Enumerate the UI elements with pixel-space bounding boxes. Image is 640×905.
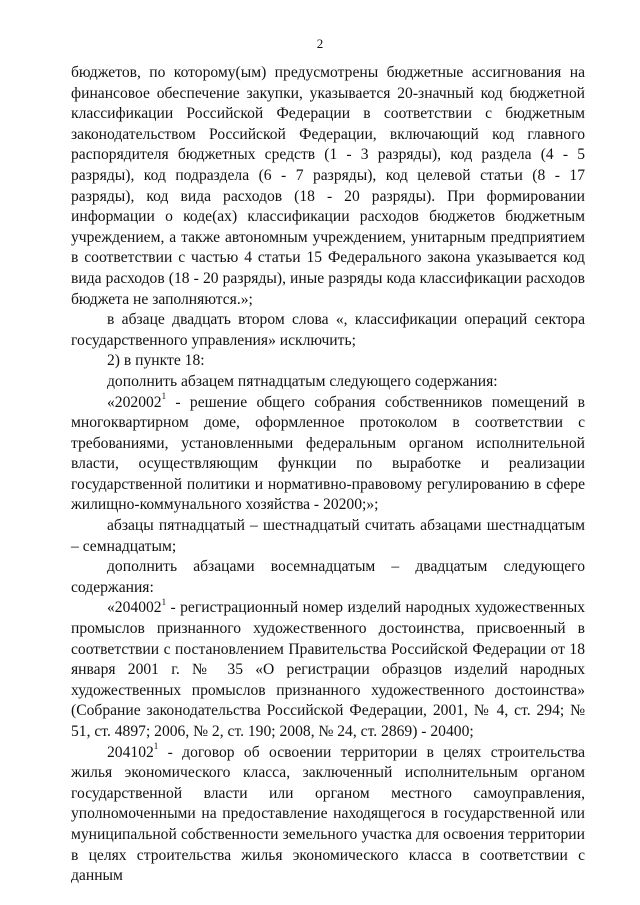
page-number: 2 — [316, 36, 324, 51]
superscript-one: 1 — [153, 741, 159, 752]
paragraph-point-18: 2) в пункте 18: — [107, 352, 205, 370]
paragraph-code-202002 — [71, 393, 585, 517]
paragraph-exclusion: в абзаце двадцать втором слова «, классификации операций сектора государственного управления» исключить; — [71, 311, 585, 349]
paragraph-code-204102 — [71, 743, 585, 887]
paragraph-renumber: абзацы пятнадцатый – шестнадцатый считать абзацами шестнадцатым – семнадцатым; — [71, 517, 585, 555]
code-204102-text: - договор об освоении территории в целях строительства жилья экономического класса, заключенный исполнительным органом государственной власти или органом местного самоуправления, уполномоченными на предоставление находящегося в государственной или муниципальной собственности земельного участка для освоения территории в целях строительства жилья экономического класса в соответствии с данным — [71, 743, 585, 885]
document-body — [71, 63, 585, 887]
paragraph-add-fifteenth: дополнить абзацем пятнадцатым следующего содержания: — [107, 372, 498, 390]
paragraph-add-eighteenth: дополнить абзацами восемнадцатым – двадцатым следующего содержания: — [71, 558, 585, 596]
code-204102: 204102 — [107, 743, 154, 761]
paragraph-code-204002 — [71, 598, 585, 742]
code-202002-text: - решение общего собрания собственников помещений в многоквартирном доме, оформленное протоколом в соответствии с требованиями, установленными федеральным органом исполнительной власти, осуществляющим функции по выработке и реализации государственной политики и нормативно-правовому регулированию в сфере жилищно-коммунального хозяйства - 20200;»; — [71, 393, 585, 514]
code-202002: «202002 — [107, 393, 162, 411]
superscript-one: 1 — [161, 391, 167, 402]
code-204002: «204002 — [107, 599, 162, 617]
superscript-one: 1 — [161, 597, 167, 608]
paragraph-budget-classification: бюджетов, по которому(ым) предусмотрены бюджетные ассигнования на финансовое обеспечение закупки, указывается 20-значный код бюджетной классификации Российской Федерации в соответствии с бюджетным законодательством Российской Федерации, включающий код главного распорядителя бюджетных средств (1 - 3 разряды), код раздела (4 - 5 разряды), код подраздела (6 - 7 разряды), код целевой статьи (8 - 17 разряды), код вида расходов (18 - 20 разряды). При формировании информации о коде(ах) классификации расходов бюджетов бюджетным учреждением, а также автономным учреждением, унитарным предприятием в соответствии с частью 4 статьи 15 Федерального закона указывается код вида расходов (18 - 20 разряды), иные разряды кода классификации расходов бюджета не заполняются.»; — [71, 64, 585, 308]
code-204002-text: - регистрационный номер изделий народных художественных промыслов признанного художественного достоинства, присвоенный в соответствии с постановлением Правительства Российской Федерации от 18 января 2001 г. № 35 «О регистрации образцов изделий народных художественных промыслов признанного художественного достоинства» (Собрание законодательства Российской Федерации, 2001, № 4, ст. 294; № 51, ст. 4897; 2006, № 2, ст. 190; 2008, № 24, ст. 2869) - 20400; — [71, 599, 585, 740]
